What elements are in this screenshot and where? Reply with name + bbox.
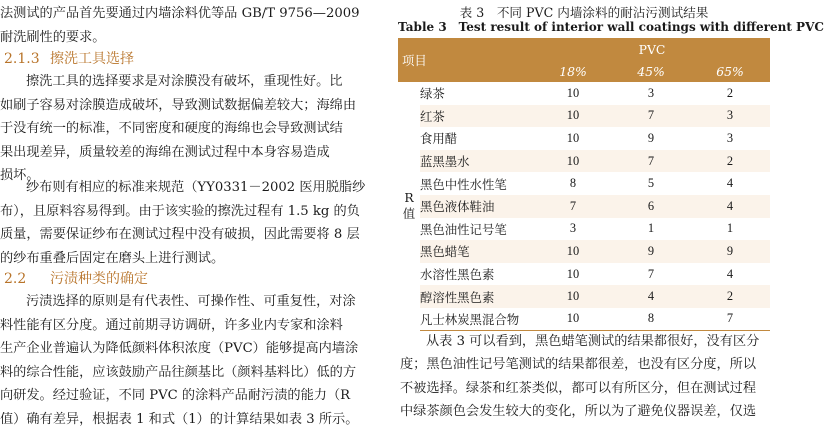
text-line: 如刷子容易对涂膜造成破坏，导致测试数据偏差较大；海绵由 [0,97,357,113]
r-value-cell: 1 [726,221,734,236]
stain-name-cell: 黑色蜡笔 [420,240,534,263]
section-heading-2-2 [4,268,148,288]
r-value-cell: 9 [612,240,690,263]
r-value-cell: 2 [690,150,770,173]
table-body [398,82,770,331]
section-title: 擦洗工具选择 [50,51,134,67]
stain-name-cell: 红茶 [420,105,534,128]
table-row [398,195,770,218]
text-line: 损坏。 [0,168,40,184]
column-header: 65% [690,60,770,82]
right-column [398,0,824,424]
table-row [398,308,770,331]
table-row [398,172,770,195]
r-value-cell: 4 [726,266,734,281]
stain-name-cell: 黑色液体鞋油 [420,195,534,218]
r-value-cell: 4 [726,176,734,191]
r-value-cell: 10 [534,105,612,128]
text-line: 从表 3 可以看到，黑色蜡笔测试的结果都很好，没有区分 [426,334,760,349]
text-line: 生产企业普遍认为降低颜料体积浓度（PVC）能够提高内墙涂 [0,341,359,357]
r-value-cell: 10 [566,266,580,281]
paragraph-stain-selection [0,290,388,432]
stain-name-cell: 水溶性黑色素 [420,267,495,283]
paragraph-analysis [400,330,770,424]
r-value-cell: 9 [647,130,655,145]
stain-name-cell: 黑色油性记号笔 [420,221,507,237]
stain-name-cell: 蓝黑墨水 [420,150,534,173]
paragraph-gauze [0,176,388,270]
r-value-cell: 4 [612,285,690,308]
r-value-cell: 7 [647,266,655,281]
r-value-cell: 7 [690,308,770,331]
text-line: 的纱布重叠后固定在磨头上进行测试。 [0,250,225,266]
text-line: 中绿茶颜色会发生较大的变化，所以为了避免仪器误差，仅选 [400,404,757,420]
text-line: 耐洗刷性的要求。 [0,29,106,45]
r-value-cell: 8 [612,308,690,331]
stain-name-cell: 醇溶性黑色素 [420,285,534,308]
column-header: 45% [612,60,690,82]
text-line: 法测试的产品首先要通过内墙涂料优等品 GB/T 9756—2009 [0,6,360,21]
table-caption-chinese: 表 3 不同 PVC 内墙涂料的耐沾污测试结果 [459,5,709,20]
text-line: 果出现差异，质量较差的海绵在测试过程中本身容易造成 [0,144,330,160]
text-line: 料性能有区分度。通过前期寻访调研，许多业内专家和涂料 [0,317,343,333]
section-number: 2.1.3 [4,51,40,67]
r-value-cell: 3 [569,221,577,236]
r-value-cell: 5 [647,176,655,191]
r-value-cell: 10 [534,240,612,263]
stain-name-cell: 绿茶 [420,86,445,102]
r-value-cell: 10 [566,85,580,100]
paragraph-intro [0,2,388,49]
r-value-cell: 9 [690,240,770,263]
r-value-cell: 3 [726,130,734,145]
table-row [398,127,770,150]
stain-name-cell: 食用醋 [420,131,458,147]
table-caption-english: Table 3 Test result of interior wall coatings with different PVC [398,20,824,34]
table-row [398,105,770,128]
text-line: 度；黑色油性记号笔测试的结果都很差，也没有区分度，所以 [400,357,757,373]
item-header: 项目 [398,38,534,82]
r-value-cell: 2 [690,285,770,308]
pvc-group-header: PVC [534,38,770,60]
section-title: 污渍种类的确定 [50,271,148,287]
section-heading-2-1-3 [4,48,134,68]
table-row [398,240,770,263]
r-value-cell: 10 [566,130,580,145]
r-value-cell: 2 [726,85,734,100]
r-value-group-label: R 值 [398,82,420,331]
r-value-cell: 6 [612,195,690,218]
text-line: 布），且原料容易得到。由于该实验的擦洗过程有 1.5 kg 的负 [0,203,360,219]
paragraph-wiping-tool [0,70,388,188]
text-line: 质量，需要保证纱布在测试过程中没有破损，因此需要将 8 层 [0,227,360,243]
text-line: 擦洗工具的选择要求是对涂膜没有破坏，重现性好。比 [26,74,343,89]
text-line: 值）确有差异，根据表 1 和式（1）的计算结果如表 3 所示。 [0,411,359,427]
text-line: 向研发。经过验证，不同 PVC 的涂料产品耐污渍的能力（R [0,388,351,404]
table-row [398,263,770,286]
table-row [398,150,770,173]
r-value-cell: 10 [534,308,612,331]
r-value-cell: 10 [534,150,612,173]
r-value-cell: 7 [534,195,612,218]
r-value-cell: 7 [612,105,690,128]
text-line: 污渍选择的原则是有代表性、可操作性、可重复性，对涂 [26,294,356,309]
r-value-cell: 7 [612,150,690,173]
text-line: 纱布则有相应的标准来规范（YY0331－2002 医用脱脂纱 [26,180,366,195]
table-row [398,218,770,241]
stain-name-cell: 黑色中性水性笔 [420,176,507,192]
r-value-cell: 8 [569,176,577,191]
text-line: 料的综合性能，应该鼓励产品往颜基比（颜料基料比）低的方 [0,364,357,380]
table-row [398,285,770,308]
results-table [398,38,770,331]
r-value-cell: 3 [647,85,655,100]
text-line: 于没有统一的标准，不同密度和硬度的海绵也会导致测试结 [0,121,343,137]
table-row [398,82,770,105]
column-header: 18% [534,60,612,82]
stain-name-cell: 凡士林炭黑混合物 [420,308,534,331]
r-value-cell: 1 [647,221,655,236]
r-value-cell: 3 [690,105,770,128]
r-value-cell: 4 [690,195,770,218]
text-line: 不被选择。绿茶和红茶类似，都可以有所区分，但在测试过程 [400,380,757,396]
left-column [0,0,388,427]
r-value-cell: 10 [534,285,612,308]
section-number: 2.2 [4,271,27,287]
